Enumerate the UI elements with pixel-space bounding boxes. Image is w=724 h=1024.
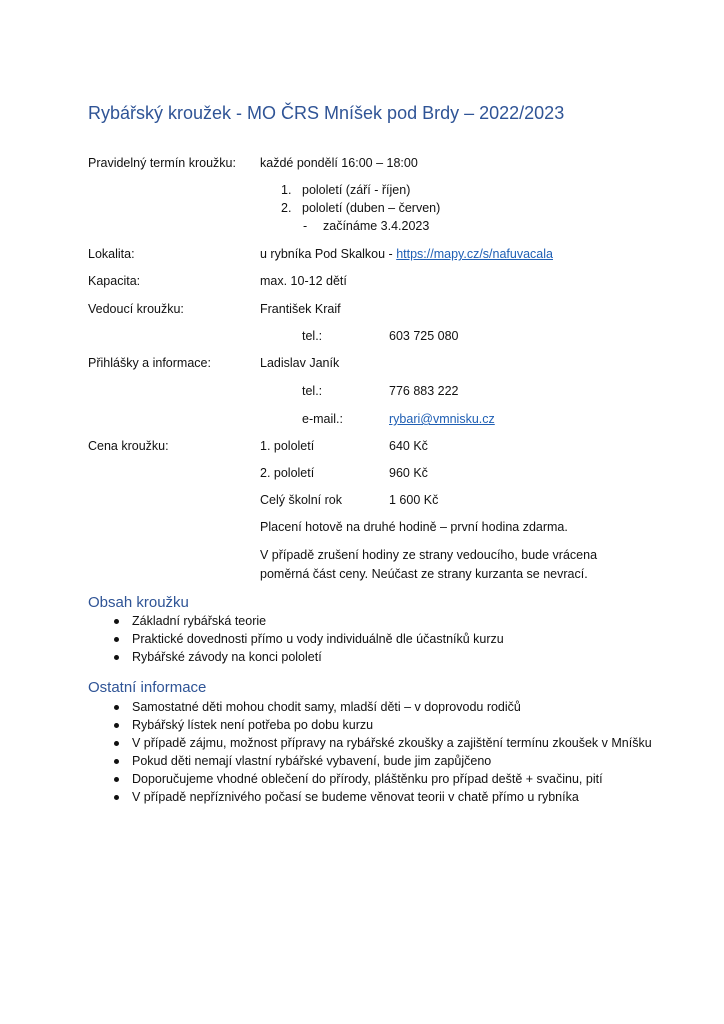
list-item: Praktické dovednosti přímo u vody individuálně dle účastníků kurzu	[132, 632, 504, 646]
list-item: Rybářský lístek není potřeba po dobu kurzu	[132, 718, 374, 732]
leader-name: František Kraif	[260, 302, 341, 316]
list-item: pololetí (duben – červen)	[302, 201, 441, 215]
bullet-icon	[114, 741, 119, 746]
list-item: Doporučujeme vhodné oblečení do přírody, pláštěnku pro případ deště + svačinu, pití	[132, 772, 603, 786]
leader-tel: 603 725 080	[389, 329, 459, 343]
sub-item-marker: -	[303, 219, 308, 233]
price-row-amount: 640 Kč	[389, 439, 428, 453]
bullet-icon	[114, 637, 119, 642]
bullet-icon	[114, 759, 119, 764]
bullet-icon	[114, 655, 119, 660]
list-item: Základní rybářská teorie	[132, 614, 267, 628]
term-value: každé pondělí 16:00 – 18:00	[260, 156, 418, 170]
bullet-icon	[114, 619, 119, 624]
list-item-number: 1.	[281, 183, 292, 197]
location-text: u rybníka Pod Skalkou -	[260, 247, 397, 261]
leader-label: Vedoucí kroužku:	[88, 302, 184, 316]
page-title: Rybářský kroužek - MO ČRS Mníšek pod Brdy – 2022/2023	[88, 103, 565, 123]
bullet-icon	[114, 795, 119, 800]
section-heading-other: Ostatní informace	[88, 679, 207, 696]
price-note-line: poměrná část ceny. Neúčast ze strany kurzanta se nevrací.	[260, 567, 588, 581]
signup-email-label: e-mail.:	[302, 412, 343, 426]
leader-tel-label: tel.:	[302, 329, 323, 343]
list-item: pololetí (září - říjen)	[302, 183, 411, 197]
price-row-amount: 960 Kč	[389, 466, 428, 480]
price-row-name: 2. pololetí	[260, 466, 315, 480]
price-note: Placení hotově na druhé hodině – první hodina zdarma.	[260, 520, 568, 534]
signup-tel: 776 883 222	[389, 384, 459, 398]
capacity-label: Kapacita:	[88, 274, 141, 288]
sub-item: začínáme 3.4.2023	[323, 219, 430, 233]
list-item-number: 2.	[281, 201, 292, 215]
section-heading-content: Obsah kroužku	[88, 594, 189, 611]
bullet-icon	[114, 777, 119, 782]
location-value	[260, 246, 553, 262]
price-row-name: Celý školní rok	[260, 493, 342, 507]
map-link[interactable]: https://mapy.cz/s/nafuvacala	[396, 247, 553, 261]
price-note-line: V případě zrušení hodiny ze strany vedoucího, bude vrácena	[260, 548, 598, 562]
signup-tel-label: tel.:	[302, 384, 323, 398]
list-item: Rybářské závody na konci pololetí	[132, 650, 322, 664]
list-item: Pokud děti nemají vlastní rybářské vybavení, bude jim zapůjčeno	[132, 754, 492, 768]
price-label: Cena kroužku:	[88, 439, 169, 453]
email-link[interactable]: rybari@vmnisku.cz	[389, 412, 495, 426]
list-item: V případě zájmu, možnost přípravy na rybářské zkoušky a zajištění termínu zkoušek v Mníšku	[132, 736, 652, 750]
bullet-icon	[114, 723, 119, 728]
signup-label: Přihlášky a informace:	[88, 356, 211, 370]
list-item: V případě nepříznivého počasí se budeme věnovat teorii v chatě přímo u rybníka	[132, 790, 579, 804]
price-row-amount: 1 600 Kč	[389, 493, 439, 507]
price-row-name: 1. pololetí	[260, 439, 315, 453]
capacity-value: max. 10-12 dětí	[260, 274, 347, 288]
signup-name: Ladislav Janík	[260, 356, 340, 370]
bullet-icon	[114, 705, 119, 710]
list-item: Samostatné děti mohou chodit samy, mladší děti – v doprovodu rodičů	[132, 700, 521, 714]
location-label: Lokalita:	[88, 247, 135, 261]
term-label: Pravidelný termín kroužku:	[88, 156, 236, 170]
